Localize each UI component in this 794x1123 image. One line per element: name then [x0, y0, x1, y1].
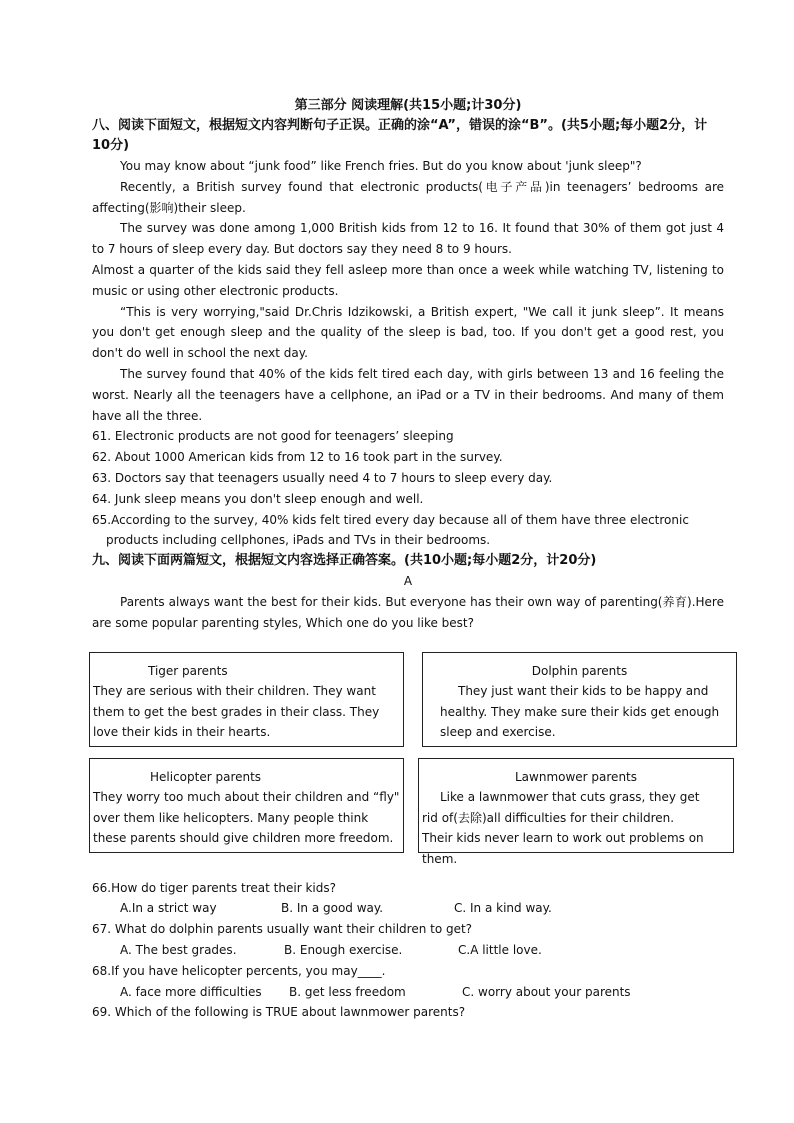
section-9-heading: 九、阅读下面两篇短文，根据短文内容选择正确答案。(共10小题;每小题2分，计20分) — [92, 553, 597, 569]
part-title: 第三部分 阅读理解(共15小题;计30分) — [294, 98, 522, 113]
question-66-options — [92, 898, 724, 919]
option-c: C. worry about your parents — [462, 984, 631, 999]
parenting-styles-boxes — [92, 652, 724, 866]
option-b: B. In a good way. — [281, 901, 384, 916]
passage-paragraph: The survey was done among 1,000 British kids from 12 to 16. It found that 30% of them got just 4 to 7 hours of sleep every day. But doctors say they need 8 to 9 hours. — [92, 221, 724, 257]
passage-paragraph: Recently, a British survey found that electronic products(电子产品)in teenagers’ bedrooms are affecting(影响)their sleep. — [92, 179, 724, 215]
option-a: A. The best grades. — [120, 942, 237, 957]
question-67-stem: 67. What do dolphin parents usually want their children to get? — [92, 922, 473, 937]
question-64: 64. Junk sleep means you don't sleep enough and well. — [92, 491, 424, 506]
question-63: 63. Doctors say that teenagers usually need 4 to 7 hours to sleep every day. — [92, 470, 553, 485]
question-62: 62. About 1000 American kids from 12 to 16 took part in the survey. — [92, 450, 503, 465]
box-title: Dolphin parents — [531, 663, 628, 678]
box-text: They worry too much about their children and “fly" over them like helicopters. Many people think these parents should give children more freedom. — [93, 790, 400, 846]
option-a: A.In a strict way — [120, 901, 217, 916]
dolphin-parents-box — [422, 652, 737, 747]
box-title: Helicopter parents — [150, 769, 262, 784]
question-66-stem: 66.How do tiger parents treat their kids? — [92, 880, 336, 895]
tiger-parents-box — [89, 652, 404, 747]
question-65: 65.According to the survey, 40% kids felt tired every day because all of them have three electronic products including cellphones, iPads and TVs in their bedrooms. — [92, 512, 689, 548]
option-c: C. In a kind way. — [454, 901, 552, 916]
option-a: A. face more difficulties — [120, 984, 262, 999]
box-text: They just want their kids to be happy and healthy. They make sure their kids get enough sleep and exercise. — [440, 684, 720, 740]
question-67-options — [92, 940, 724, 961]
passage-paragraph: You may know about “junk food” like French fries. But do you know about 'junk sleep"? — [120, 159, 642, 173]
helicopter-parents-box — [89, 758, 404, 853]
box-title: Tiger parents — [148, 663, 228, 678]
section-8-heading: 八、阅读下面短文，根据短文内容判断句子正误。正确的涂“A”，错误的涂“B”。(共5小题;每小题2分，计10分) — [92, 118, 708, 153]
passage-paragraph: The survey found that 40% of the kids felt tired each day, with girls between 13 and 16 feeling the worst. Nearly all the teenagers have a cellphone, an iPad or a TV in their bedrooms. And many of them have all the three. — [92, 366, 724, 423]
question-61: 61. Electronic products are not good for teenagers’ sleeping — [92, 429, 454, 444]
box-text: Like a lawnmower that cuts grass, they get rid of(去除)all difficulties for their children. Their kids never learn to work out problems on them. — [422, 790, 704, 866]
passage-intro: Parents always want the best for their kids. But everyone has their own way of parenting(养育).Here are some popular parenting styles, Which one do you like best? — [92, 594, 724, 630]
passage-paragraph: “This is very worrying,"said Dr.Chris Idzikowski, a British expert, "We call it junk sleep”. It means you don't get enough sleep and the quality of the sleep is bad, too. If you don't get a good rest, you don't do well in school the next day. — [92, 304, 724, 361]
box-title: Lawnmower parents — [514, 769, 638, 784]
exam-page — [92, 96, 724, 1023]
box-text: They are serious with their children. They want them to get the best grades in their class. They love their kids in their hearts. — [93, 684, 380, 740]
question-68-options — [92, 982, 724, 1003]
question-69-stem: 69. Which of the following is TRUE about lawnmower parents? — [92, 1005, 466, 1020]
option-c: C.A little love. — [458, 942, 542, 957]
option-b: B. get less freedom — [289, 984, 406, 999]
option-b: B. Enough exercise. — [284, 942, 403, 957]
lawnmower-parents-box — [418, 758, 734, 866]
passage-label: A — [403, 574, 413, 589]
question-68-stem: 68.If you have helicopter percents, you may____. — [92, 963, 386, 978]
passage-paragraph: Almost a quarter of the kids said they fell asleep more than once a week while watching TV, listening to music or using other electronic products. — [92, 262, 724, 298]
